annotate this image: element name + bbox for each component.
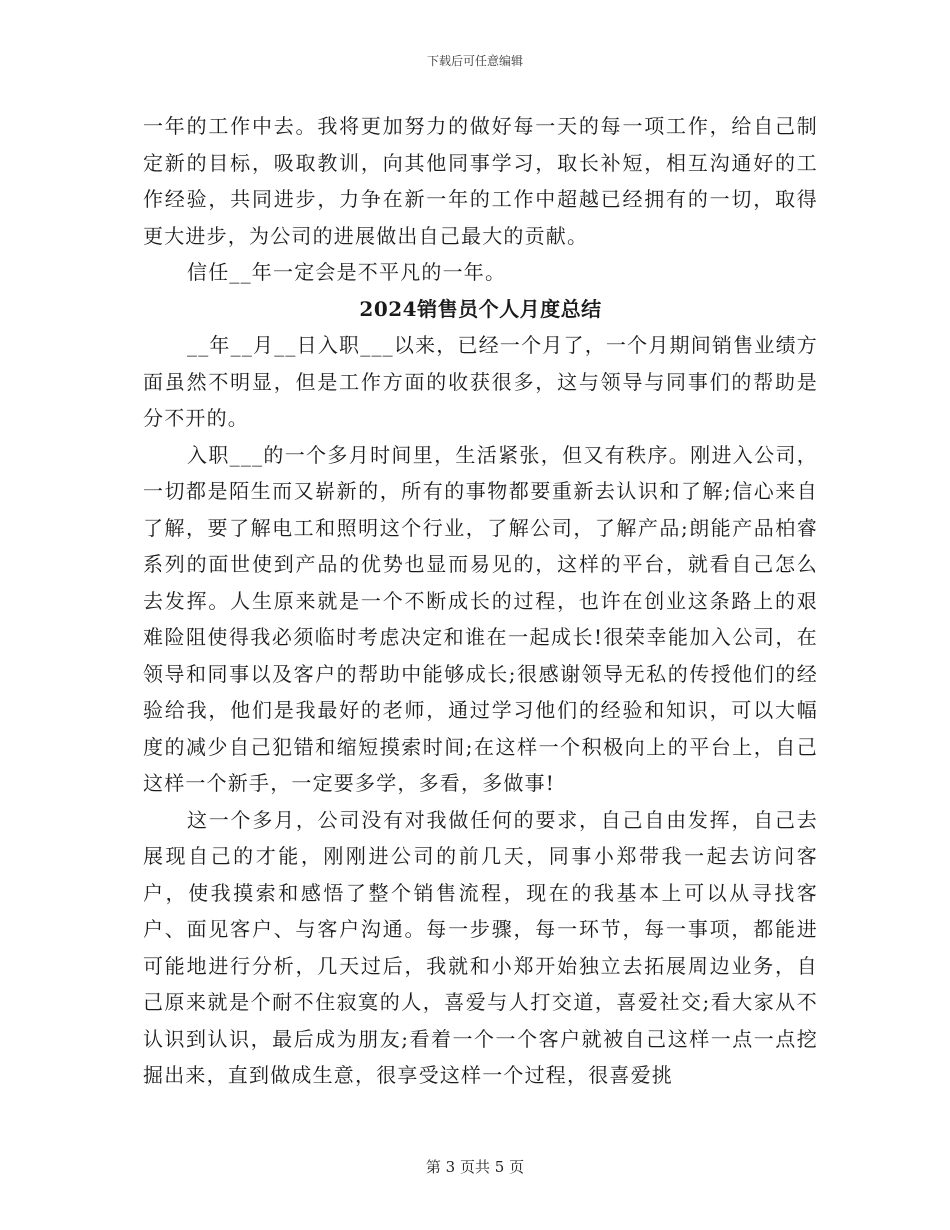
document-body bbox=[143, 108, 818, 1094]
paragraph-experience: 这一个多月，公司没有对我做任何的要求，自己自由发挥，自己去展现自己的才能，刚刚进公司的前几天，同事小郑带我一起去访问客户，使我摸索和感悟了整个销售流程，现在的我基本上可以从寻找客户、面见客户、与客户沟通。每一步骤，每一环节，每一事项，都能进可能地进行分析，几天过后，我就和小郑开始独立去拓展周边业务，自己原来就是个耐不住寂寞的人，喜爱与人打交道，喜爱社交;看大家从不认识到认识，最后成为朋友;看着一个一个客户就被自己这样一点一点挖掘出来，直到做成生意，很享受这样一个过程，很喜爱挑 bbox=[143, 807, 818, 1087]
page-header: 下载后可任意编辑 bbox=[426, 54, 523, 68]
paragraph-intro: __年__月__日入职___以来，已经一个月了，一个月期间销售业绩方面虽然不明显，但是工作方面的收获很多，这与领导与同事们的帮助是分不开的。 bbox=[143, 333, 818, 430]
section-title: 2024销售员个人月度总结 bbox=[359, 296, 602, 321]
paragraph-belief: 信任__年一定会是不平凡的一年。 bbox=[187, 260, 507, 284]
page-footer: 第 3 页共 5 页 bbox=[425, 1158, 525, 1176]
paragraph-continuation: 一年的工作中去。我将更加努力的做好每一天的每一项工作，给自己制定新的目标，吸取教训，向其他同事学习，取长补短，相互沟通好的工作经验，共同进步，力争在新一年的工作中超越已经拥有的一切，取得更大进步，为公司的进展做出自己最大的贡献。 bbox=[143, 114, 818, 248]
paragraph-onboarding: 入职___的一个多月时间里，生活紧张，但又有秩序。刚进入公司，一切都是陌生而又崭新的，所有的事物都要重新去认识和了解;信心来自了解，要了解电工和照明这个行业，了解公司，了解产品;朗能产品柏睿系列的面世使到产品的优势也显而易见的，这样的平台，就看自己怎么去发挥。人生原来就是一个不断成长的过程，也许在创业这条路上的艰难险阻使得我必须临时考虑决定和谁在一起成长!很荣幸能加入公司，在领导和同事以及客户的帮助中能够成长;很感谢领导无私的传授他们的经验给我，他们是我最好的老师，通过学习他们的经验和知识，可以大幅度的减少自己犯错和缩短摸索时间;在这样一个积极向上的平台上，自己这样一个新手，一定要多学，多看，多做事! bbox=[143, 442, 818, 795]
